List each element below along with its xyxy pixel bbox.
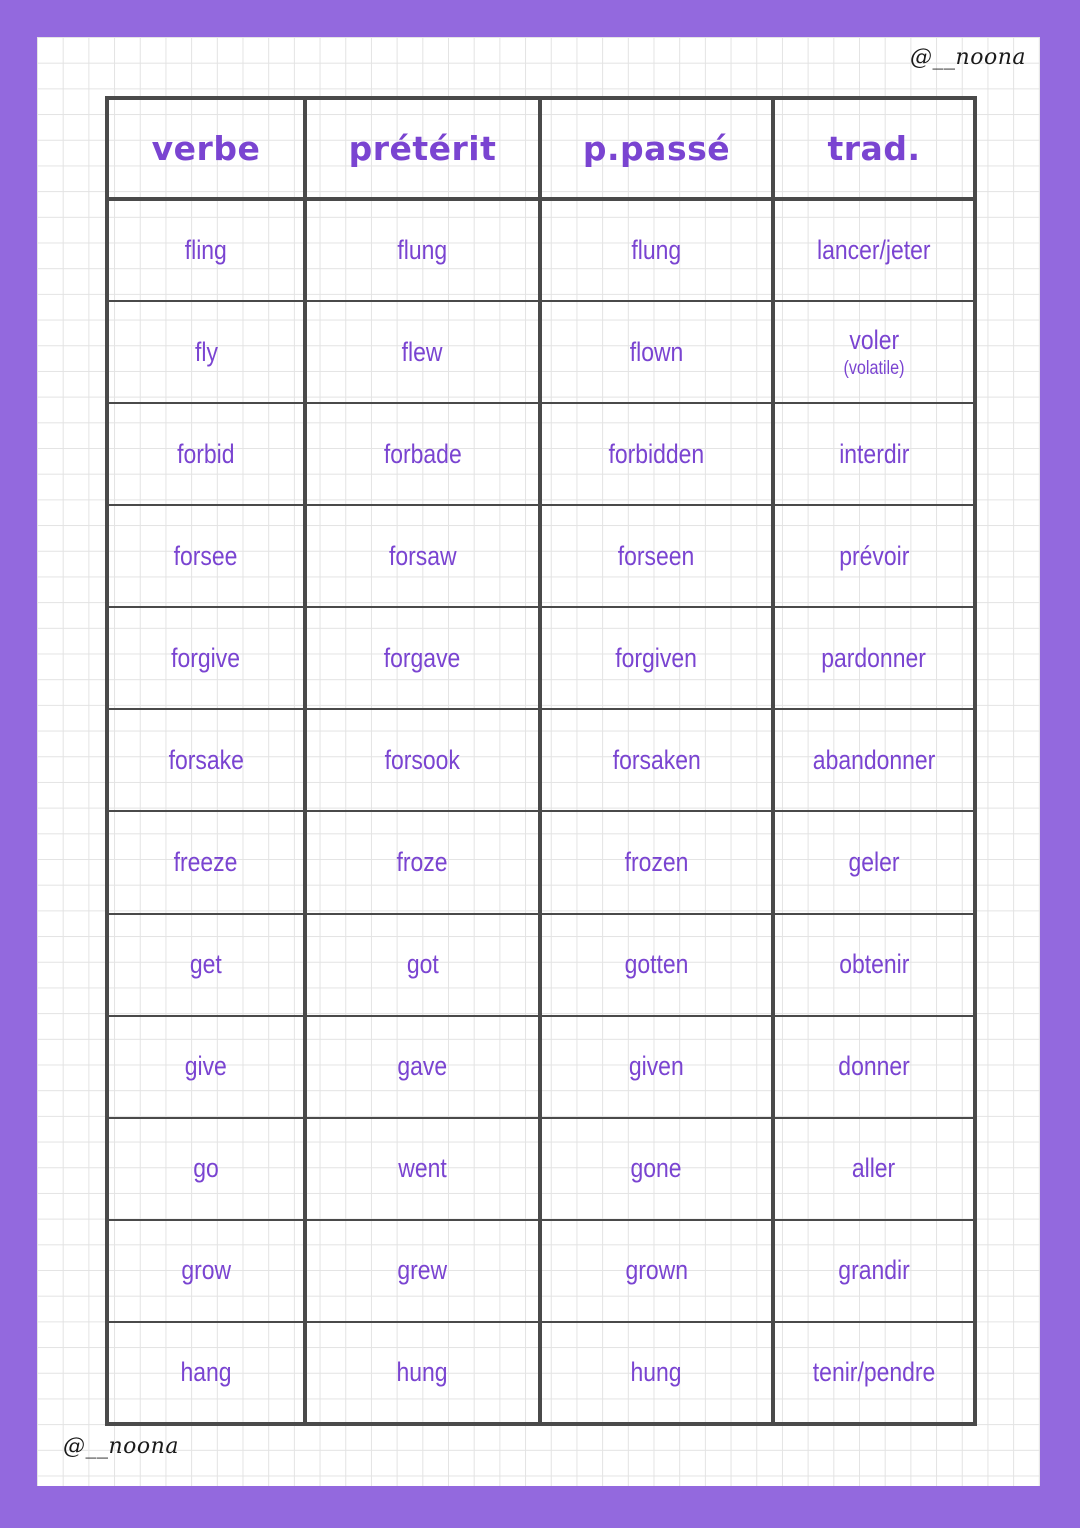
cell-verbe	[107, 1220, 305, 1322]
cell-preterit	[305, 505, 540, 607]
cell-verbe	[107, 1016, 305, 1118]
cell-ppasse	[540, 709, 773, 811]
cell-verbe-text: forsake	[168, 744, 244, 775]
table-row	[107, 709, 975, 811]
cell-ppasse	[540, 1118, 773, 1220]
cell-trad-text: grandir	[838, 1255, 910, 1286]
cell-trad-text: lancer/jeter	[817, 235, 931, 266]
watermark-bottom: @__noona	[63, 1434, 179, 1459]
cell-verbe-text: grow	[181, 1255, 231, 1286]
cell-trad	[773, 403, 975, 505]
cell-verbe	[107, 607, 305, 709]
cell-ppasse-text: grown	[625, 1255, 688, 1286]
cell-ppasse-text: forgiven	[615, 642, 698, 673]
header-preterit: prétérit	[305, 98, 540, 199]
cell-preterit	[305, 199, 540, 301]
table-row	[107, 1016, 975, 1118]
cell-preterit-text: grew	[397, 1255, 448, 1286]
cell-verbe-text: get	[190, 949, 222, 980]
cell-preterit-text: went	[398, 1153, 447, 1184]
cell-preterit-text: froze	[396, 847, 449, 877]
cell-ppasse	[540, 1322, 773, 1424]
cell-trad	[773, 1322, 975, 1424]
cell-preterit-text: forgave	[384, 642, 461, 673]
cell-verbe-text: forbid	[177, 438, 235, 469]
cell-ppasse-text: forbidden	[608, 438, 705, 469]
cell-trad-text: obtenir	[838, 949, 910, 980]
cell-verbe-text: fly	[194, 336, 218, 367]
cell-preterit-text: flew	[402, 336, 443, 367]
table-row	[107, 1220, 975, 1322]
cell-trad-text: prévoir	[838, 540, 910, 571]
cell-ppasse-text: gone	[630, 1153, 683, 1184]
cell-trad-text: donner	[838, 1051, 910, 1082]
cell-trad	[773, 199, 975, 301]
cell-verbe	[107, 1322, 305, 1424]
header-row	[107, 98, 975, 199]
cell-verbe-text: go	[193, 1153, 219, 1184]
cell-preterit	[305, 1016, 540, 1118]
cell-trad	[773, 505, 975, 607]
cell-trad-text: pardonner	[821, 642, 927, 673]
cell-verbe-text: fling	[184, 235, 228, 266]
cell-ppasse	[540, 811, 773, 913]
cell-trad	[773, 709, 975, 811]
cell-preterit	[305, 1322, 540, 1424]
cell-trad-text: abandonner	[812, 744, 936, 775]
cell-ppasse-text: forseen	[618, 540, 695, 571]
cell-verbe	[107, 914, 305, 1016]
cell-preterit-text: forbade	[383, 438, 462, 469]
cell-verbe	[107, 301, 305, 403]
cell-preterit	[305, 1220, 540, 1322]
cell-preterit-text: gave	[397, 1051, 448, 1082]
cell-verbe	[107, 403, 305, 505]
header-trad: trad.	[773, 98, 975, 199]
cell-ppasse-text: given	[629, 1051, 684, 1082]
cell-trad-text: voler	[849, 324, 899, 355]
cell-preterit-text: flung	[397, 235, 448, 266]
cell-trad	[773, 301, 975, 403]
cell-preterit	[305, 607, 540, 709]
grid-paper-sheet	[37, 37, 1040, 1486]
cell-ppasse-text: hung	[630, 1356, 683, 1387]
table-row	[107, 607, 975, 709]
table-row	[107, 403, 975, 505]
cell-preterit	[305, 301, 540, 403]
table-row	[107, 811, 975, 913]
table-row	[107, 1322, 975, 1424]
cell-preterit	[305, 403, 540, 505]
cell-preterit	[305, 1118, 540, 1220]
cell-ppasse	[540, 914, 773, 1016]
cell-preterit	[305, 709, 540, 811]
cell-trad	[773, 607, 975, 709]
cell-verbe-text: give	[184, 1051, 228, 1082]
cell-trad	[773, 1016, 975, 1118]
cell-verbe-text: freeze	[174, 847, 238, 877]
cell-preterit	[305, 811, 540, 913]
cell-verbe-text: hang	[180, 1356, 232, 1387]
cell-ppasse	[540, 505, 773, 607]
irregular-verbs-table	[105, 96, 977, 1426]
cell-ppasse	[540, 403, 773, 505]
cell-verbe	[107, 811, 305, 913]
table-body	[107, 199, 975, 1424]
cell-trad-text: interdir	[838, 438, 910, 469]
trad-note: (volatile)	[843, 357, 905, 379]
cell-verbe	[107, 199, 305, 301]
watermark-top: @__noona	[910, 45, 1026, 70]
cell-ppasse-text: forsaken	[612, 744, 701, 775]
cell-trad-text: aller	[852, 1153, 896, 1184]
cell-trad	[773, 1118, 975, 1220]
table-row	[107, 914, 975, 1016]
cell-verbe-text: forsee	[174, 540, 238, 571]
cell-ppasse-text: gotten	[624, 949, 689, 980]
cell-ppasse-text: frozen	[624, 847, 689, 877]
header-ppasse: p.passé	[540, 98, 773, 199]
cell-verbe	[107, 1118, 305, 1220]
cell-trad-text: geler	[848, 847, 900, 877]
cell-ppasse	[540, 301, 773, 403]
cell-preterit-text: forsaw	[388, 540, 457, 571]
table-row	[107, 199, 975, 301]
table-row	[107, 301, 975, 403]
cell-verbe	[107, 505, 305, 607]
cell-verbe	[107, 709, 305, 811]
cell-trad-text: tenir/pendre	[812, 1356, 936, 1387]
cell-trad	[773, 811, 975, 913]
cell-verbe-text: forgive	[171, 642, 241, 673]
cell-preterit-text: hung	[396, 1356, 449, 1387]
cell-ppasse-text: flung	[631, 235, 682, 266]
cell-preterit	[305, 914, 540, 1016]
cell-trad	[773, 914, 975, 1016]
cell-ppasse	[540, 607, 773, 709]
cell-preterit-text: got	[406, 949, 439, 980]
table-row	[107, 505, 975, 607]
table-row	[107, 1118, 975, 1220]
cell-ppasse	[540, 1220, 773, 1322]
cell-trad	[773, 1220, 975, 1322]
header-verbe: verbe	[107, 98, 305, 199]
cell-ppasse	[540, 199, 773, 301]
cell-ppasse	[540, 1016, 773, 1118]
cell-preterit-text: forsook	[384, 744, 461, 775]
cell-ppasse-text: flown	[629, 336, 684, 367]
